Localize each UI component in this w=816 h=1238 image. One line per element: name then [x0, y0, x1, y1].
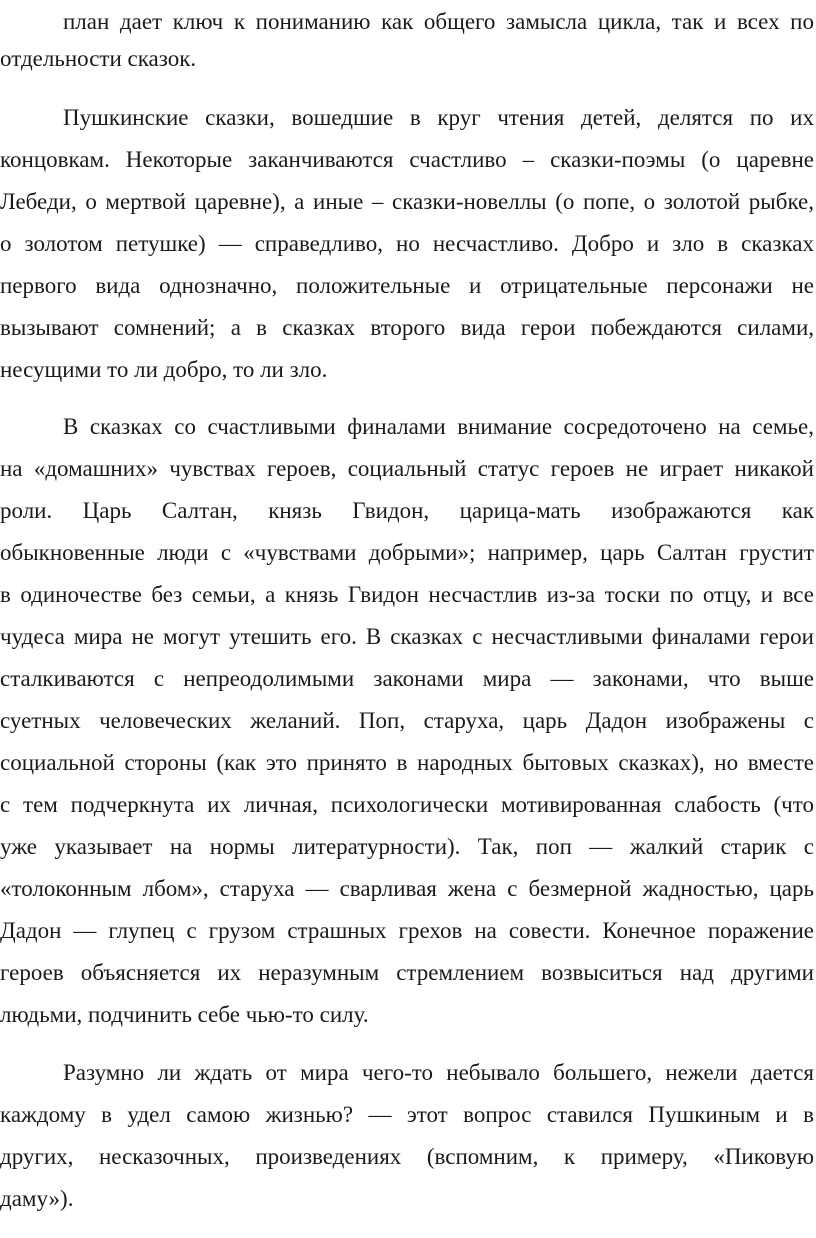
text-line: Лебеди, о мертвой царевне), а иные – сказки-новеллы (о попе, о золотой рыбке,: [0, 189, 814, 214]
text-line: концовкам. Некоторые заканчиваются счастливо – сказки-поэмы (о царевне: [0, 147, 814, 172]
text-line: каждому в удел самою жизнью? — этот вопрос ставился Пушкиным и в: [0, 1102, 814, 1127]
text-line: план дает ключ к пониманию как общего замысла цикла, так и всех по: [63, 9, 814, 34]
text-line: уже указывает на нормы литературности). Так, поп — жалкий старик с: [0, 834, 814, 859]
text-line: вызывают сомнений; а в сказках второго вида герои побеждаются силами,: [0, 315, 814, 340]
text-line: на «домашних» чувствах героев, социальный статус героев не играет никакой: [0, 456, 814, 481]
text-line: даму»).: [0, 1186, 74, 1211]
text-line: героев объясняется их неразумным стремлением возвыситься над другими: [0, 960, 814, 985]
text-line: несущими то ли добро, то ли зло.: [0, 357, 328, 382]
text-line: Пушкинские сказки, вошедшие в круг чтения детей, делятся по их: [63, 105, 814, 130]
text-line: с тем подчеркнута их личная, психологически мотивированная слабость (что: [0, 792, 814, 817]
text-line: Разумно ли ждать от мира чего-то небывало большего, нежели дается: [63, 1060, 814, 1085]
text-line: чудеса мира не могут утешить его. В сказках с несчастливыми финалами герои: [0, 624, 814, 649]
text-line: о золотом петушке) — справедливо, но несчастливо. Добро и зло в сказках: [0, 231, 814, 256]
text-line: обыкновенные люди с «чувствами добрыми»; например, царь Салтан грустит: [0, 540, 814, 565]
text-line: людьми, подчинить себе чью-то силу.: [0, 1002, 369, 1027]
text-line: В сказках со счастливыми финалами внимание сосредоточено на семье,: [63, 414, 814, 439]
text-line: в одиночестве без семьи, а князь Гвидон несчастлив из-за тоски по отцу, и все: [0, 582, 814, 607]
text-line: роли. Царь Салтан, князь Гвидон, царица-мать изображаются как: [0, 498, 814, 523]
text-line: суетных человеческих желаний. Поп, старуха, царь Дадон изображены с: [0, 708, 814, 733]
text-line: первого вида однозначно, положительные и отрицательные персонажи не: [0, 273, 814, 298]
text-line: других, несказочных, произведениях (вспомним, к примеру, «Пиковую: [0, 1144, 814, 1169]
text-line: отдельности сказок.: [0, 46, 197, 71]
text-line: «толоконным лбом», старуха — сварливая жена с безмерной жадностью, царь: [0, 876, 814, 901]
text-line: социальной стороны (как это принято в народных бытовых сказках), но вместе: [0, 750, 814, 775]
text-line: Дадон — глупец с грузом страшных грехов на совести. Конечное поражение: [0, 918, 814, 943]
text-line: сталкиваются с непреодолимыми законами мира — законами, что выше: [0, 666, 814, 691]
